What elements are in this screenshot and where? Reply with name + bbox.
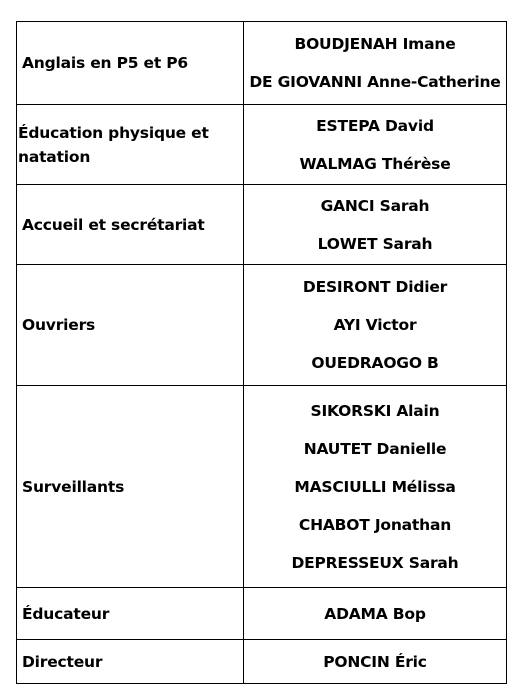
staff-name: CHABOT Jonathan <box>298 515 452 534</box>
role-cell: Anglais en P5 et P6 <box>17 22 244 105</box>
staff-name: GANCI Sarah <box>320 196 430 215</box>
names-cell <box>244 22 507 105</box>
staff-name: NAUTET Danielle <box>303 439 447 458</box>
staff-name: ESTEPA David <box>316 116 434 135</box>
role-cell: Accueil et secrétariat <box>17 185 244 265</box>
names-cell <box>244 588 507 640</box>
staff-name: SIKORSKI Alain <box>310 401 440 420</box>
staff-table <box>16 21 507 684</box>
staff-name: DESIRONT Didier <box>302 278 448 296</box>
staff-name: MASCIULLI Mélissa <box>294 477 456 496</box>
names-cell <box>244 386 507 588</box>
role-cell: Directeur <box>17 640 244 684</box>
names-cell <box>244 640 507 684</box>
names-cell <box>244 185 507 265</box>
table-row <box>17 640 507 684</box>
staff-name: PONCIN Éric <box>323 652 427 671</box>
names-cell <box>244 265 507 386</box>
role-cell: Éducateur <box>17 588 244 640</box>
staff-name: OUEDRAOGO B <box>311 354 439 372</box>
table-row <box>17 22 507 105</box>
table-row <box>17 105 507 185</box>
staff-name: AYI Victor <box>333 316 417 334</box>
staff-name: DE GIOVANNI Anne-Catherine <box>249 73 501 91</box>
names-cell <box>244 105 507 185</box>
table-row <box>17 185 507 265</box>
staff-name: ADAMA Bop <box>324 604 426 623</box>
table-row <box>17 386 507 588</box>
table-row <box>17 588 507 640</box>
role-cell: Éducation physique et natation <box>17 105 244 185</box>
role-cell: Surveillants <box>17 386 244 588</box>
table-row <box>17 265 507 386</box>
staff-name: LOWET Sarah <box>317 234 433 253</box>
staff-name: BOUDJENAH Imane <box>294 35 456 53</box>
role-cell: Ouvriers <box>17 265 244 386</box>
staff-name: DEPRESSEUX Sarah <box>291 553 459 572</box>
staff-name: WALMAG Thérèse <box>299 154 451 173</box>
